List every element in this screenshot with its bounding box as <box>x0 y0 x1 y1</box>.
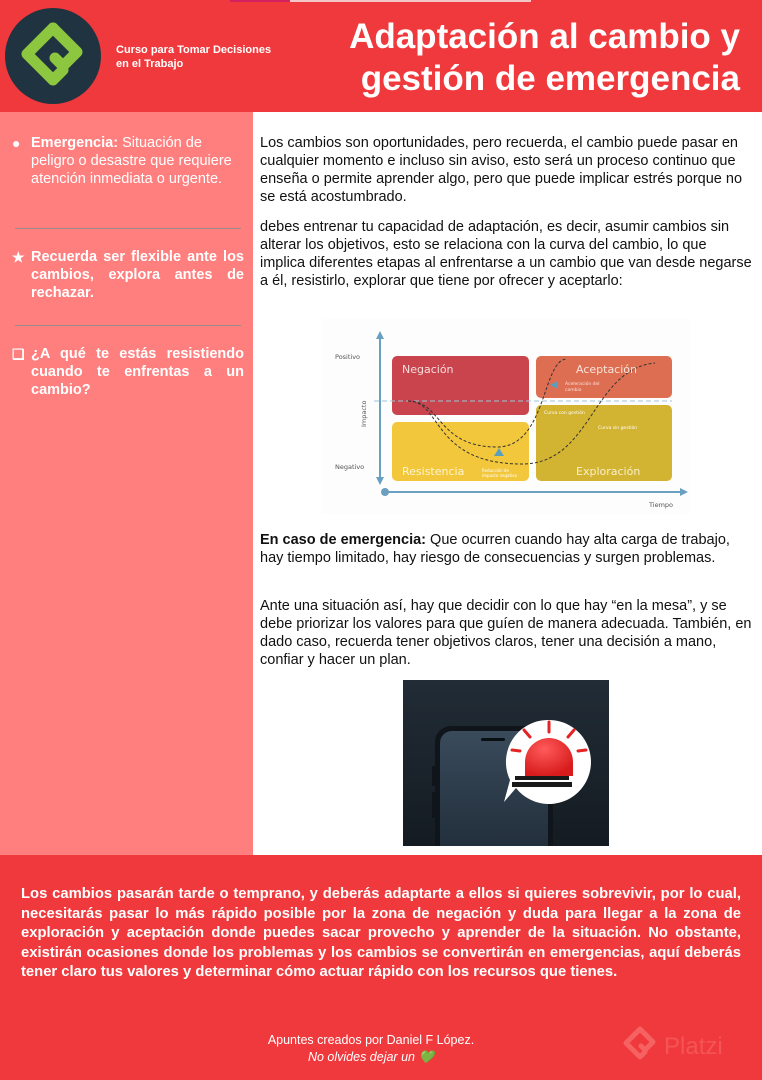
definition-term: Emergencia: <box>31 135 119 151</box>
star-icon: ★ <box>12 249 25 265</box>
label-impacto: Impacto <box>360 400 368 427</box>
quadrant-label-exploracion: Exploración <box>576 465 641 478</box>
quadrant-label-aceptacion: Aceptación <box>576 363 637 376</box>
footer <box>0 855 762 1080</box>
platzi-watermark-logo-icon <box>626 1029 653 1057</box>
quadrant-label-resistencia: Resistencia <box>402 465 465 478</box>
annotation-reduction: Reducción de impacto negativo <box>482 468 517 478</box>
paragraph-decision: Ante una situación así, hay que decidir con lo que hay “en la mesa”, y se debe priorizar los valores para que guíen de manera adecuada. También, en dado caso, recuerda tener objetivos claros, tener una decisión a mano, confiar y hacer un plan. <box>260 598 752 668</box>
tip-text: Recuerda ser flexible ante los cambios, explora antes de rechazar. <box>31 249 244 301</box>
platzi-logo-icon <box>5 8 101 104</box>
page-title: Adaptación al cambio y gestión de emergencia <box>349 17 740 98</box>
sidebar <box>0 112 253 855</box>
label-negativo: Negativo <box>335 463 365 471</box>
quadrant-label-negacion: Negación <box>402 363 454 376</box>
emergency-siren-phone-icon <box>403 680 609 846</box>
top-strip <box>0 0 762 2</box>
course-name: Curso para Tomar Decisiones en el Trabajo <box>116 44 272 70</box>
sidebar-item-tip <box>12 248 244 302</box>
paragraph-adaptation: debes entrenar tu capacidad de adaptación, es decir, asumir cambios sin alterar los objetivos, esto se relaciona con la curva del cambio, lo que implica diferentes etapas al enfrentarse a un cambio que van desde negarse a él, resistirlo, explorar que tiene por ofrecer y aceptarlo: <box>260 219 752 289</box>
svg-text:Platzi: Platzi <box>664 1033 723 1060</box>
green-heart-icon: 💚 <box>418 1050 435 1064</box>
annotation-acceleration: Aceleración del cambio <box>565 382 600 393</box>
sidebar-item-question <box>12 345 244 399</box>
label-positivo: Positivo <box>335 353 361 361</box>
platzi-watermark <box>618 1023 758 1068</box>
credits-author: Apuntes creados por Daniel F López. <box>267 1033 475 1047</box>
main-content <box>253 112 762 855</box>
question-text: ¿A qué te estás resistiendo cuando te enfrentas a un cambio? <box>31 346 244 398</box>
emergency-illustration <box>403 680 609 846</box>
sidebar-item-definition <box>12 134 244 188</box>
emergency-text: Que ocurren cuando hay alta carga de trabajo, hay tiempo limitado, hay riesgo de consecuencias y surgen problemas. <box>260 532 730 566</box>
change-curve-diagram <box>322 319 690 514</box>
divider <box>15 228 241 229</box>
paragraph-intro: Los cambios son oportunidades, pero recuerda, el cambio puede pasar en cualquier momento e incluso sin aviso, esto será un proceso continuo que enseña o permite aprender algo, pero que puede implicar estrés porque no se está acostumbrado. <box>260 135 743 205</box>
divider <box>15 325 241 326</box>
emergency-term: En caso de emergencia: <box>260 532 427 548</box>
header <box>0 0 762 112</box>
annotation-without-management: Curva sin gestión <box>598 426 638 431</box>
summary-text: Los cambios pasarán tarde o temprano, y deberás adaptarte a ellos si quieres sobrevivir, por lo cual, necesitarás pasar lo más rápido posible por la zona de negación y duda para llegar a la zona de exploración y aceptación donde puedes sacar provecho y aprender de la situación. No obstante, existirán ocasiones donde los problemas y los cambios se convertirán en emergencias, aquí deberás tener claro tus valores y determinar cómo actuar rápido con los recursos que tienes. <box>21 886 741 980</box>
annotation-with-management: Curva con gestión <box>544 411 585 416</box>
definition-text: Situación de peligro o desastre que requiere atención inmediata o urgente. <box>31 135 232 187</box>
course-logo <box>5 8 101 104</box>
checkbox-icon: ❑ <box>12 346 25 362</box>
paragraph-emergency <box>260 531 755 567</box>
bullet-icon: ● <box>12 135 21 151</box>
label-tiempo: Tiempo <box>649 501 674 509</box>
credits-reminder: No olvides dejar un 💚 <box>307 1050 435 1064</box>
